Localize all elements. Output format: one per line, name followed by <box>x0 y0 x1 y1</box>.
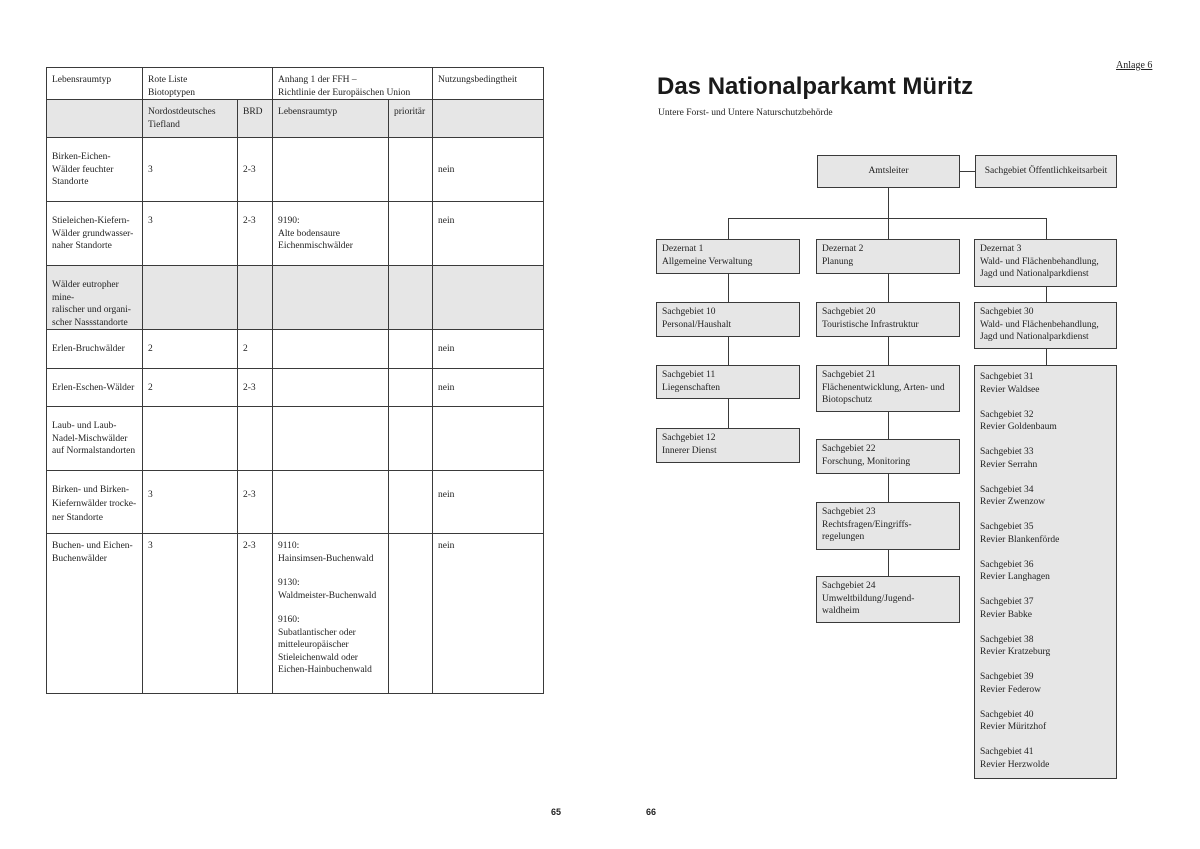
table-row <box>47 369 544 407</box>
cell-nordost: 2 <box>143 369 238 407</box>
table-row <box>47 407 544 471</box>
list-item: Sachgebiet 38 Revier Kratzeburg <box>980 634 1051 657</box>
cell-brd: 2-3 <box>238 471 273 534</box>
cell-lebensraumtyp: Erlen-Eschen-Wälder <box>47 369 143 407</box>
list-item: Sachgebiet 31 Revier Waldsee <box>980 372 1040 395</box>
list-item: Sachgebiet 40 Revier Müritzhof <box>980 709 1047 732</box>
cell-ffh-lrt: 9190: Alte bodensaure Eichenmischwälder <box>273 202 389 266</box>
cell-nutzung: nein <box>433 330 544 369</box>
cell-nordost <box>143 266 238 330</box>
page-subtitle: Untere Forst- und Untere Naturschutzbehörde <box>658 108 833 118</box>
cell-lebensraumtyp: Laub- und Laub- Nadel-Mischwälder auf Normalstandorten <box>47 407 143 471</box>
subheader-empty <box>47 100 143 138</box>
subheader-nordost: Nordostdeutsches Tiefland <box>143 100 238 138</box>
header-ffh-anhang: Anhang 1 der FFH – Richtlinie der Europäischen Union <box>273 68 433 100</box>
org-oeffentlichkeitsarbeit: Sachgebiet Öffentlichkeitsarbeit <box>975 155 1117 188</box>
cell-nordost: 2 <box>143 330 238 369</box>
cell-nordost: 3 <box>143 138 238 202</box>
subheader-prioritaer: prioritär <box>389 100 433 138</box>
cell-brd: 2-3 <box>238 202 273 266</box>
cell-brd: 2-3 <box>238 369 273 407</box>
header-rote-liste: Rote Liste Biotoptypen <box>143 68 273 100</box>
table-subheader-row <box>47 100 544 138</box>
subheader-brd: BRD <box>238 100 273 138</box>
cell-prioritaer <box>389 407 433 471</box>
org-dezernat-1: Dezernat 1 Allgemeine Verwaltung <box>656 239 800 274</box>
cell-prioritaer <box>389 471 433 534</box>
header-nutzungsbedingtheit: Nutzungsbedingtheit <box>433 68 544 100</box>
cell-lebensraumtyp: Stieleichen-Kiefern- Wälder grundwasser- naher Standorte <box>47 202 143 266</box>
subheader-empty-2 <box>433 100 544 138</box>
cell-ffh-lrt <box>273 138 389 202</box>
table-row <box>47 471 544 534</box>
cell-nutzung <box>433 266 544 330</box>
cell-ffh-lrt <box>273 266 389 330</box>
org-sachgebiet-20: Sachgebiet 20 Touristische Infrastruktur <box>816 302 960 337</box>
cell-nutzung: nein <box>433 138 544 202</box>
table-row <box>47 202 544 266</box>
cell-nordost: 3 <box>143 471 238 534</box>
header-lebensraumtyp: Lebensraumtyp <box>47 68 143 100</box>
cell-ffh-lrt <box>273 369 389 407</box>
org-sachgebiet-22: Sachgebiet 22 Forschung, Monitoring <box>816 439 960 474</box>
cell-lebensraumtyp: Erlen-Bruchwälder <box>47 330 143 369</box>
org-dezernat-2: Dezernat 2 Planung <box>816 239 960 274</box>
org-amtsleiter: Amtsleiter <box>817 155 960 188</box>
cell-ffh-lrt <box>273 471 389 534</box>
biotope-table <box>46 67 544 694</box>
list-item: Sachgebiet 36 Revier Langhagen <box>980 559 1050 582</box>
list-item: Sachgebiet 39 Revier Federow <box>980 672 1041 695</box>
cell-prioritaer <box>389 534 433 694</box>
cell-prioritaer <box>389 138 433 202</box>
cell-prioritaer <box>389 266 433 330</box>
org-sachgebiet-11: Sachgebiet 11 Liegenschaften <box>656 365 800 399</box>
table-row <box>47 138 544 202</box>
page-number-left: 65 <box>551 807 562 817</box>
cell-nutzung: nein <box>433 471 544 534</box>
cell-brd: 2-3 <box>238 534 273 694</box>
org-sachgebiet-23: Sachgebiet 23 Rechtsfragen/Eingriffs- regelungen <box>816 502 960 550</box>
list-item: Sachgebiet 32 Revier Goldenbaum <box>980 409 1057 432</box>
cell-ffh-lrt: 9110: Hainsimsen-Buchenwald 9130: Waldmeister-Buchenwald 9160: Subatlantischer oder mitteleuropäischer Stieleichenwald oder Eichen-Hainbuchenwald <box>273 534 389 694</box>
page-number-right: 66 <box>646 807 657 817</box>
list-item: Sachgebiet 41 Revier Herzwolde <box>980 747 1050 770</box>
cell-lebensraumtyp: Birken-Eichen- Wälder feuchter Standorte <box>47 138 143 202</box>
list-item: Sachgebiet 37 Revier Babke <box>980 597 1034 620</box>
org-dezernat-3: Dezernat 3 Wald- und Flächenbehandlung, Jagd und Nationalparkdienst <box>974 239 1117 287</box>
list-item: Sachgebiet 34 Revier Zwenzow <box>980 484 1046 507</box>
cell-brd <box>238 266 273 330</box>
cell-nutzung <box>433 407 544 471</box>
cell-lebensraumtyp: Birken- und Birken- Kiefernwälder trocke- ner Standorte <box>47 471 143 534</box>
cell-prioritaer <box>389 369 433 407</box>
org-sachgebiet-24: Sachgebiet 24 Umweltbildung/Jugend- waldheim <box>816 576 960 623</box>
cell-lebensraumtyp: Wälder eutropher mine- ralischer und organi- scher Nassstandorte <box>47 266 143 330</box>
table-row <box>47 266 544 330</box>
cell-brd <box>238 407 273 471</box>
org-sachgebiet-21: Sachgebiet 21 Flächenentwicklung, Arten- und Biotopschutz <box>816 365 960 412</box>
list-item: Sachgebiet 33 Revier Serrahn <box>980 447 1038 470</box>
cell-ffh-lrt <box>273 330 389 369</box>
subheader-lebensraumtyp: Lebensraumtyp <box>273 100 389 138</box>
table-header-row <box>47 68 544 100</box>
cell-brd: 2-3 <box>238 138 273 202</box>
cell-prioritaer <box>389 202 433 266</box>
table-row <box>47 330 544 369</box>
cell-nutzung: nein <box>433 369 544 407</box>
anlage-label: Anlage 6 <box>1116 60 1153 71</box>
org-sachgebiet-10: Sachgebiet 10 Personal/Haushalt <box>656 302 800 337</box>
cell-nordost: 3 <box>143 534 238 694</box>
cell-ffh-lrt <box>273 407 389 471</box>
org-sachgebiet-12: Sachgebiet 12 Innerer Dienst <box>656 428 800 463</box>
cell-lebensraumtyp: Buchen- und Eichen- Buchenwälder <box>47 534 143 694</box>
org-reviere-list <box>974 365 1117 779</box>
cell-nordost: 3 <box>143 202 238 266</box>
table-row <box>47 534 544 694</box>
cell-prioritaer <box>389 330 433 369</box>
page-title: Das Nationalparkamt Müritz <box>657 73 974 100</box>
org-sachgebiet-30: Sachgebiet 30 Wald- und Flächenbehandlung, Jagd und Nationalparkdienst <box>974 302 1117 349</box>
list-item: Sachgebiet 35 Revier Blankenförde <box>980 522 1060 545</box>
cell-nutzung: nein <box>433 534 544 694</box>
cell-nordost <box>143 407 238 471</box>
cell-nutzung: nein <box>433 202 544 266</box>
cell-brd: 2 <box>238 330 273 369</box>
